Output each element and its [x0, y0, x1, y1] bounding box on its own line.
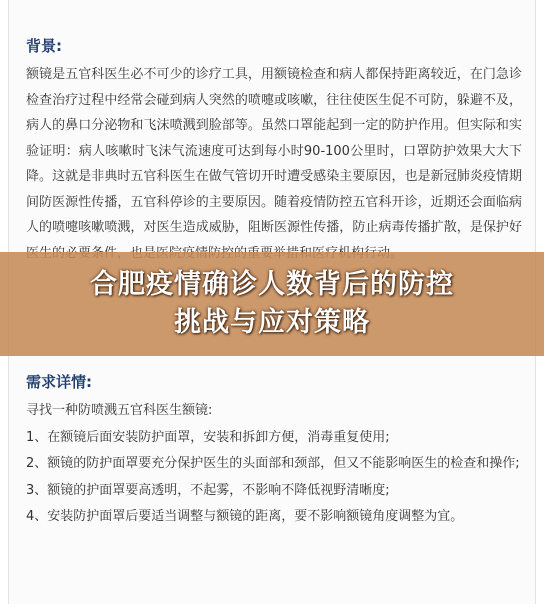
requirement-item: 1、在额镜后面安装防护面罩，安装和拆卸方便，消毒重复使用; — [26, 429, 390, 445]
requirement-item: 2、额镜的防护面罩要充分保护医生的头面部和颈部，但又不能影响医生的检查和操作; — [26, 456, 520, 471]
requirements-heading: 需求详情: — [26, 373, 92, 391]
requirements-section — [26, 372, 522, 531]
background-paragraph: 额镜是五官科医生必不可少的诊疗工具，用额镜检查和病人都保持距离较近，在门急诊检查治疗过程中经常会碰到病人突然的喷嚏或咳嗽，往往使医生促不可防，躲避不及，病人的鼻口分泌物和飞沫喷溅到脸部等。虽然口罩能起到一定的防护作用。但实际和实验证明：病人咳嗽时飞沫气流速度可达到每小时90-100公里时，口罩防护效果大大下降。这就是非典时五官科医生在做气管切开时遭受感染主要原因，也是新冠肺炎疫情期间防医源性传播，五官科停诊的主要原因。随着疫情防控五官科开诊，近期还会面临病人的喷嚏咳嗽喷溅，对医生造成威胁，阻断医源性传播，防止病毒传播扩散，是保护好 — [26, 67, 522, 235]
title-banner — [0, 252, 544, 356]
requirement-item: 3、额镜的护面罩要高透明，不起雾，不影响不降低视野清晰度; — [26, 482, 390, 498]
requirements-intro: 寻找一种防喷溅五官科医生额镜: — [26, 403, 213, 418]
banner-title-line-2: 挑战与应对策略 — [174, 307, 370, 338]
background-heading: 背景: — [26, 37, 62, 55]
requirement-item: 4、安装防护面罩后要适当调整与额镜的距离，要不影响额镜角度调整为宜。 — [26, 509, 464, 524]
banner-title-line-1: 合肥疫情确诊人数背后的防控 — [90, 269, 454, 300]
